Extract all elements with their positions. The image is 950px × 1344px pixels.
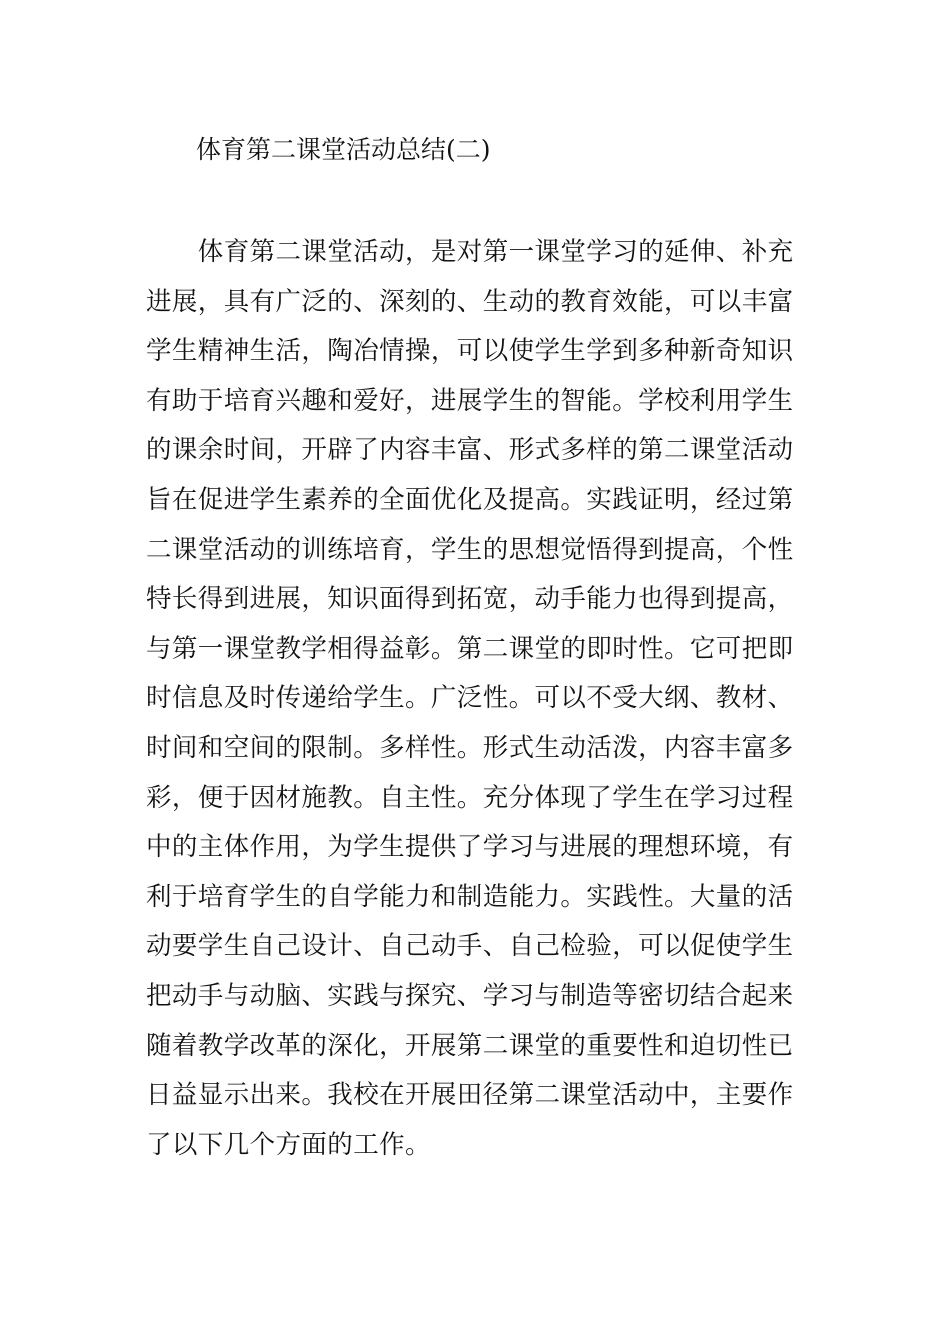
- paragraph-line: 有助于培育兴趣和爱好，进展学生的智能。学校利用学生: [146, 385, 794, 416]
- paragraph-line: 日益显示出来。我校在开展田径第二课堂活动中，主要作: [146, 1080, 794, 1111]
- paragraph-line: 彩，便于因材施教。自主性。充分体现了学生在学习过程: [146, 782, 794, 813]
- paragraph-line: 时间和空间的限制。多样性。形式生动活泼，内容丰富多: [146, 732, 794, 763]
- paragraph-line: 时信息及时传递给学生。广泛性。可以不受大纲、教材、: [146, 683, 794, 714]
- paragraph-line: 随着教学改革的深化，开展第二课堂的重要性和迫切性已: [146, 1030, 794, 1061]
- paragraph-line: 特长得到进展，知识面得到拓宽，动手能力也得到提高，: [146, 584, 794, 615]
- paragraph-line: 学生精神生活，陶冶情操，可以使学生学到多种新奇知识: [146, 336, 794, 367]
- paragraph-line: 利于培育学生的自学能力和制造能力。实践性。大量的活: [146, 881, 794, 912]
- paragraph-line: 进展，具有广泛的、深刻的、生动的教育效能，可以丰富: [146, 286, 794, 317]
- paragraph-line: 与第一课堂教学相得益彰。第二课堂的即时性。它可把即: [146, 633, 794, 664]
- body-paragraph: [146, 228, 816, 1170]
- paragraph-line: 体育第二课堂活动，是对第一课堂学习的延伸、补充: [146, 237, 794, 267]
- paragraph-line: 把动手与动脑、实践与探究、学习与制造等密切结合起来: [146, 980, 794, 1011]
- document-title: 体育第二课堂活动总结(二): [196, 135, 491, 164]
- paragraph-line: 了以下几个方面的工作。: [146, 1129, 431, 1160]
- paragraph-line: 的课余时间，开辟了内容丰富、形式多样的第二课堂活动: [146, 435, 794, 466]
- paragraph-line: 二课堂活动的训练培育，学生的思想觉悟得到提高，个性: [146, 534, 794, 565]
- paragraph-line: 动要学生自己设计、自己动手、自己检验，可以促使学生: [146, 931, 794, 962]
- paragraph-line: 中的主体作用，为学生提供了学习与进展的理想环境，有: [146, 832, 794, 863]
- paragraph-line: 旨在促进学生素养的全面优化及提高。实践证明，经过第: [146, 484, 794, 515]
